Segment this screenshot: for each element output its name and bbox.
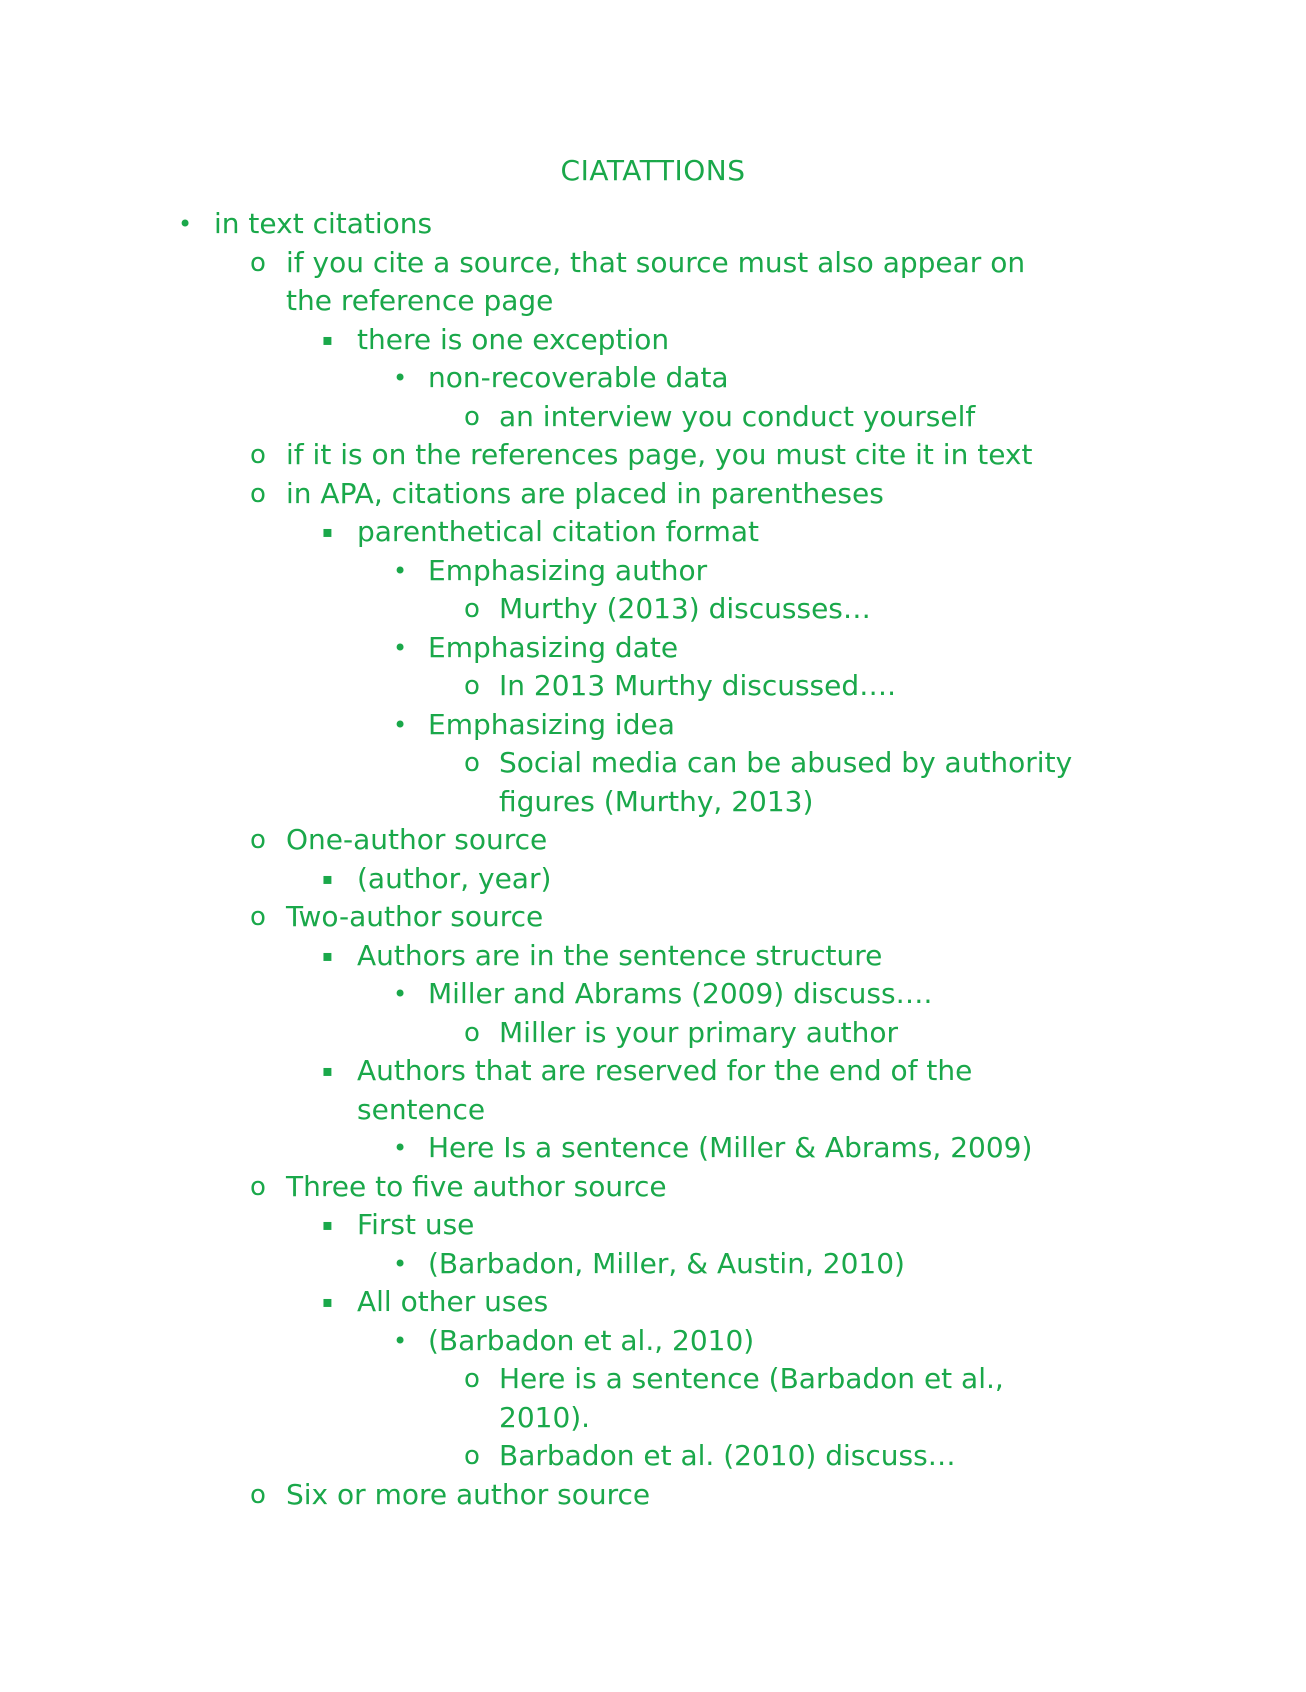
outline-item-level-2 xyxy=(0,1052,1306,1091)
bullet-marker: • xyxy=(393,556,408,585)
square-marker: ▪ xyxy=(322,1061,333,1080)
circle-marker: o xyxy=(464,1441,480,1471)
outline-item-level-2 xyxy=(0,321,1306,360)
circle-marker: o xyxy=(250,1171,266,1202)
square-marker: ▪ xyxy=(322,1215,333,1234)
circle-marker: o xyxy=(250,478,266,509)
outline-item-text: Here Is a sentence (Miller & Abrams, 2009) xyxy=(428,1131,1033,1164)
outline-item-text: One-author source xyxy=(286,823,548,856)
outline-item-text: 2010). xyxy=(499,1400,591,1434)
circle-marker: o xyxy=(464,1364,480,1394)
outline-item-level-2 xyxy=(0,1206,1306,1245)
outline-item-text: if it is on the references page, you must cite it in text xyxy=(286,438,1033,471)
outline-item-level-1 xyxy=(0,282,1306,321)
outline-item-text: Here is a sentence (Barbadon et al., xyxy=(499,1362,1004,1395)
outline-item-text: (author, year) xyxy=(357,861,552,895)
outline-item-level-2 xyxy=(0,937,1306,976)
outline-item-text: Emphasizing author xyxy=(428,553,708,587)
outline-item-text: Authors that are reserved for the end of the xyxy=(357,1054,973,1087)
bullet-marker: • xyxy=(393,1326,408,1355)
square-marker: ▪ xyxy=(322,1292,333,1311)
outline-item-level-2 xyxy=(0,513,1306,552)
outline-item-level-1 xyxy=(0,898,1306,937)
outline-item-level-3 xyxy=(0,359,1306,398)
circle-marker: o xyxy=(250,440,266,470)
outline-item-level-2 xyxy=(0,860,1306,899)
outline-item-text: Emphasizing idea xyxy=(428,707,675,741)
bullet-marker: • xyxy=(393,980,408,1008)
outline-item-text: Two-author source xyxy=(286,900,544,933)
outline-item-text: Three to five author source xyxy=(286,1169,667,1203)
bullet-marker: • xyxy=(178,210,193,238)
outline-item-text: Emphasizing date xyxy=(428,630,679,664)
outline-item-text: Social media can be abused by authority xyxy=(499,746,1073,779)
outline-item-text: figures (Murthy, 2013) xyxy=(499,784,814,818)
outline-item-text: Six or more author source xyxy=(286,1477,651,1511)
outline-item-text: Murthy (2013) discusses… xyxy=(499,592,871,625)
outline-item-level-4 xyxy=(0,1014,1306,1053)
bullet-marker: • xyxy=(393,364,408,392)
outline-item-text: an interview you conduct yourself xyxy=(499,399,976,433)
outline-item-level-4 xyxy=(0,1399,1306,1438)
outline-item-level-1 xyxy=(0,1168,1306,1207)
square-marker: ▪ xyxy=(322,522,333,541)
outline-item-level-2 xyxy=(0,1283,1306,1322)
circle-marker: o xyxy=(250,825,266,855)
outline-item-text: there is one exception xyxy=(357,322,670,356)
outline-item-level-4 xyxy=(0,398,1306,437)
outline-item-level-1 xyxy=(0,436,1306,475)
outline-item-level-4 xyxy=(0,1360,1306,1399)
circle-marker: o xyxy=(250,902,266,932)
outline-item-text: the reference page xyxy=(286,284,554,317)
outline-item-text: Authors are in the sentence structure xyxy=(357,938,883,972)
outline-item-level-4 xyxy=(0,744,1306,783)
outline-item-text: if you cite a source, that source must also appear on xyxy=(286,245,1026,279)
outline-item-level-3 xyxy=(0,1245,1306,1284)
page-title: CIATATTIONS xyxy=(560,154,746,187)
citation-outline xyxy=(0,205,1306,1514)
outline-item-level-3 xyxy=(0,629,1306,668)
circle-marker: o xyxy=(464,748,480,778)
outline-item-text: Miller and Abrams (2009) discuss…. xyxy=(428,977,933,1010)
outline-item-text: sentence xyxy=(357,1092,486,1126)
outline-item-text: in text citations xyxy=(214,207,433,240)
outline-item-text: Barbadon et al. (2010) discuss… xyxy=(499,1439,956,1472)
outline-item-level-3 xyxy=(0,706,1306,745)
outline-item-level-1 xyxy=(0,1476,1306,1515)
bullet-marker: • xyxy=(393,1249,408,1278)
circle-marker: o xyxy=(464,594,480,624)
outline-item-level-4 xyxy=(0,590,1306,629)
outline-item-level-4 xyxy=(0,667,1306,706)
outline-item-level-4 xyxy=(0,1437,1306,1476)
outline-item-level-3 xyxy=(0,975,1306,1014)
bullet-marker: • xyxy=(393,1134,408,1162)
square-marker: ▪ xyxy=(322,945,333,965)
outline-item-text: (Barbadon, Miller, & Austin, 2010) xyxy=(428,1246,905,1280)
circle-marker: o xyxy=(464,401,480,432)
outline-item-text: All other uses xyxy=(357,1285,549,1318)
outline-item-text: First use xyxy=(357,1208,475,1241)
outline-item-text: (Barbadon et al., 2010) xyxy=(428,1323,755,1357)
outline-item-level-2 xyxy=(0,1091,1306,1130)
square-marker: ▪ xyxy=(322,329,333,349)
outline-item-text: in APA, citations are placed in parentheses xyxy=(286,476,884,510)
outline-item-text: Miller is your primary author xyxy=(499,1015,899,1049)
circle-marker: o xyxy=(464,671,480,701)
circle-marker: o xyxy=(250,1479,266,1510)
outline-item-level-1 xyxy=(0,821,1306,860)
outline-item-level-3 xyxy=(0,1322,1306,1361)
circle-marker: o xyxy=(250,247,266,278)
outline-item-level-1 xyxy=(0,244,1306,283)
bullet-marker: • xyxy=(393,710,408,739)
outline-item-level-3 xyxy=(0,1129,1306,1168)
bullet-marker: • xyxy=(393,633,408,662)
outline-item-level-3 xyxy=(0,552,1306,591)
outline-item-level-0 xyxy=(0,205,1306,244)
circle-marker: o xyxy=(464,1017,480,1048)
outline-item-text: parenthetical citation format xyxy=(357,515,760,548)
outline-item-text: non-recoverable data xyxy=(428,361,729,394)
outline-item-level-4 xyxy=(0,783,1306,822)
square-marker: ▪ xyxy=(322,868,333,888)
outline-item-text: In 2013 Murthy discussed…. xyxy=(499,669,897,702)
outline-item-level-1 xyxy=(0,475,1306,514)
